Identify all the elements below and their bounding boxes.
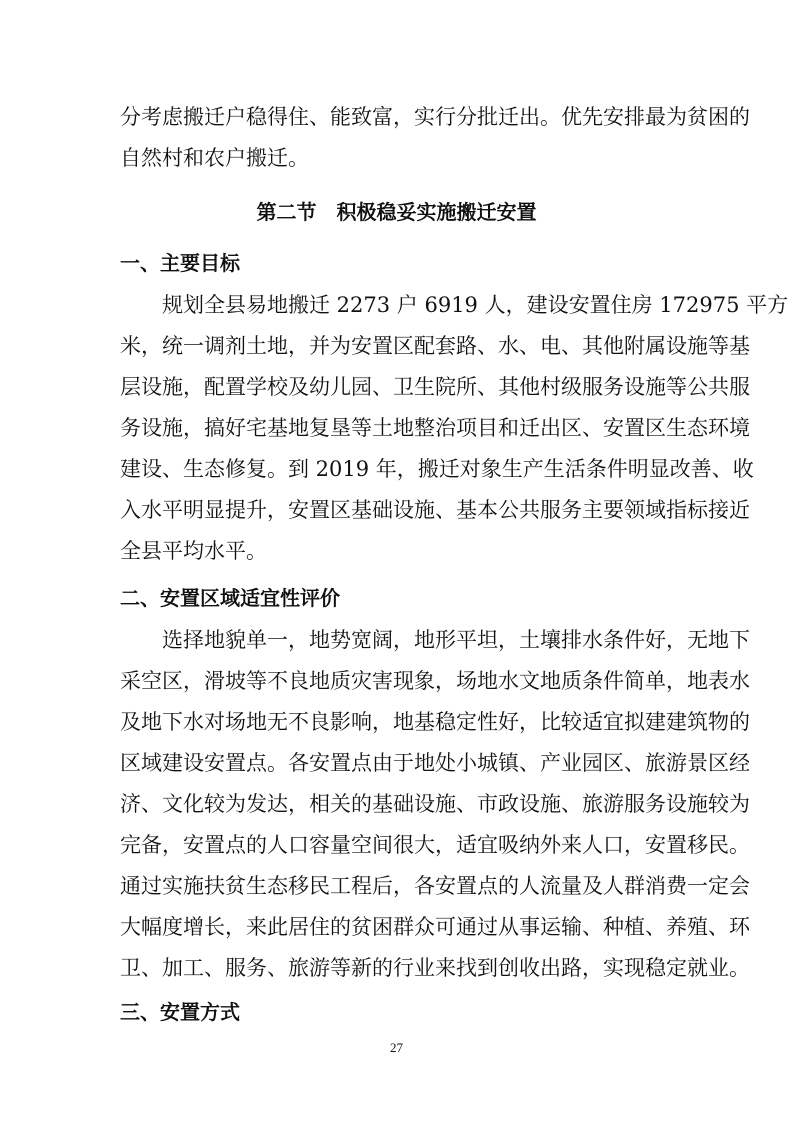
body-line: 完备，安置点的人口容量空间很大，适宜吸纳外来人口，安置移民。 (120, 833, 750, 857)
body-line: 分考虑搬迁户稳得住、能致富，实行分批迁出。优先安排最为贫困的 (120, 105, 750, 129)
body-line: 选择地貌单一，地势宽阔，地形平坦，土壤排水条件好，无地下 (162, 628, 750, 652)
body-line: 务设施，搞好宅基地复垦等土地整治项目和迁出区、安置区生态环境 (120, 416, 750, 440)
body-line: 米，统一调剂土地，并为安置区配套路、水、电、其他附属设施等基 (120, 334, 750, 358)
heading-main-goals: 一、主要目标 (120, 251, 240, 275)
body-line: 济、文化较为发达，相关的基础设施、市政设施、旅游服务设施较为 (120, 792, 750, 816)
body-line: 规划全县易地搬迁 2273 户 6919 人，建设安置住房 172975 平方 (162, 293, 789, 317)
body-line: 通过实施扶贫生态移民工程后，各安置点的人流量及人群消费一定会 (120, 874, 750, 898)
body-line: 全县平均水平。 (120, 539, 267, 563)
body-line: 建设、生态修复。到 2019 年，搬迁对象生产生活条件明显改善、收 (120, 457, 754, 481)
body-line: 层设施，配置学校及幼儿园、卫生院所、其他村级服务设施等公共服 (120, 375, 750, 399)
heading-suitability: 二、安置区域适宜性评价 (120, 586, 340, 610)
body-line: 大幅度增长，来此居住的贫困群众可通过从事运输、种植、养殖、环 (120, 915, 750, 939)
body-line: 入水平明显提升，安置区基础设施、基本公共服务主要领域指标接近 (120, 498, 750, 522)
page-number: 27 (390, 1040, 403, 1055)
body-line: 自然村和农户搬迁。 (120, 146, 309, 170)
heading-resettlement-method: 三、安置方式 (120, 1000, 240, 1024)
body-line: 及地下水对场地无不良影响，地基稳定性好，比较适宜拟建建筑物的 (120, 710, 750, 734)
body-line: 卫、加工、服务、旅游等新的行业来找到创收出路，实现稳定就业。 (120, 956, 750, 980)
section-title: 第二节 积极稳妥实施搬迁安置 (256, 200, 537, 224)
body-line: 采空区，滑坡等不良地质灾害现象，场地水文地质条件简单，地表水 (120, 669, 750, 693)
body-line: 区域建设安置点。各安置点由于地处小城镇、产业园区、旅游景区经 (120, 751, 750, 775)
